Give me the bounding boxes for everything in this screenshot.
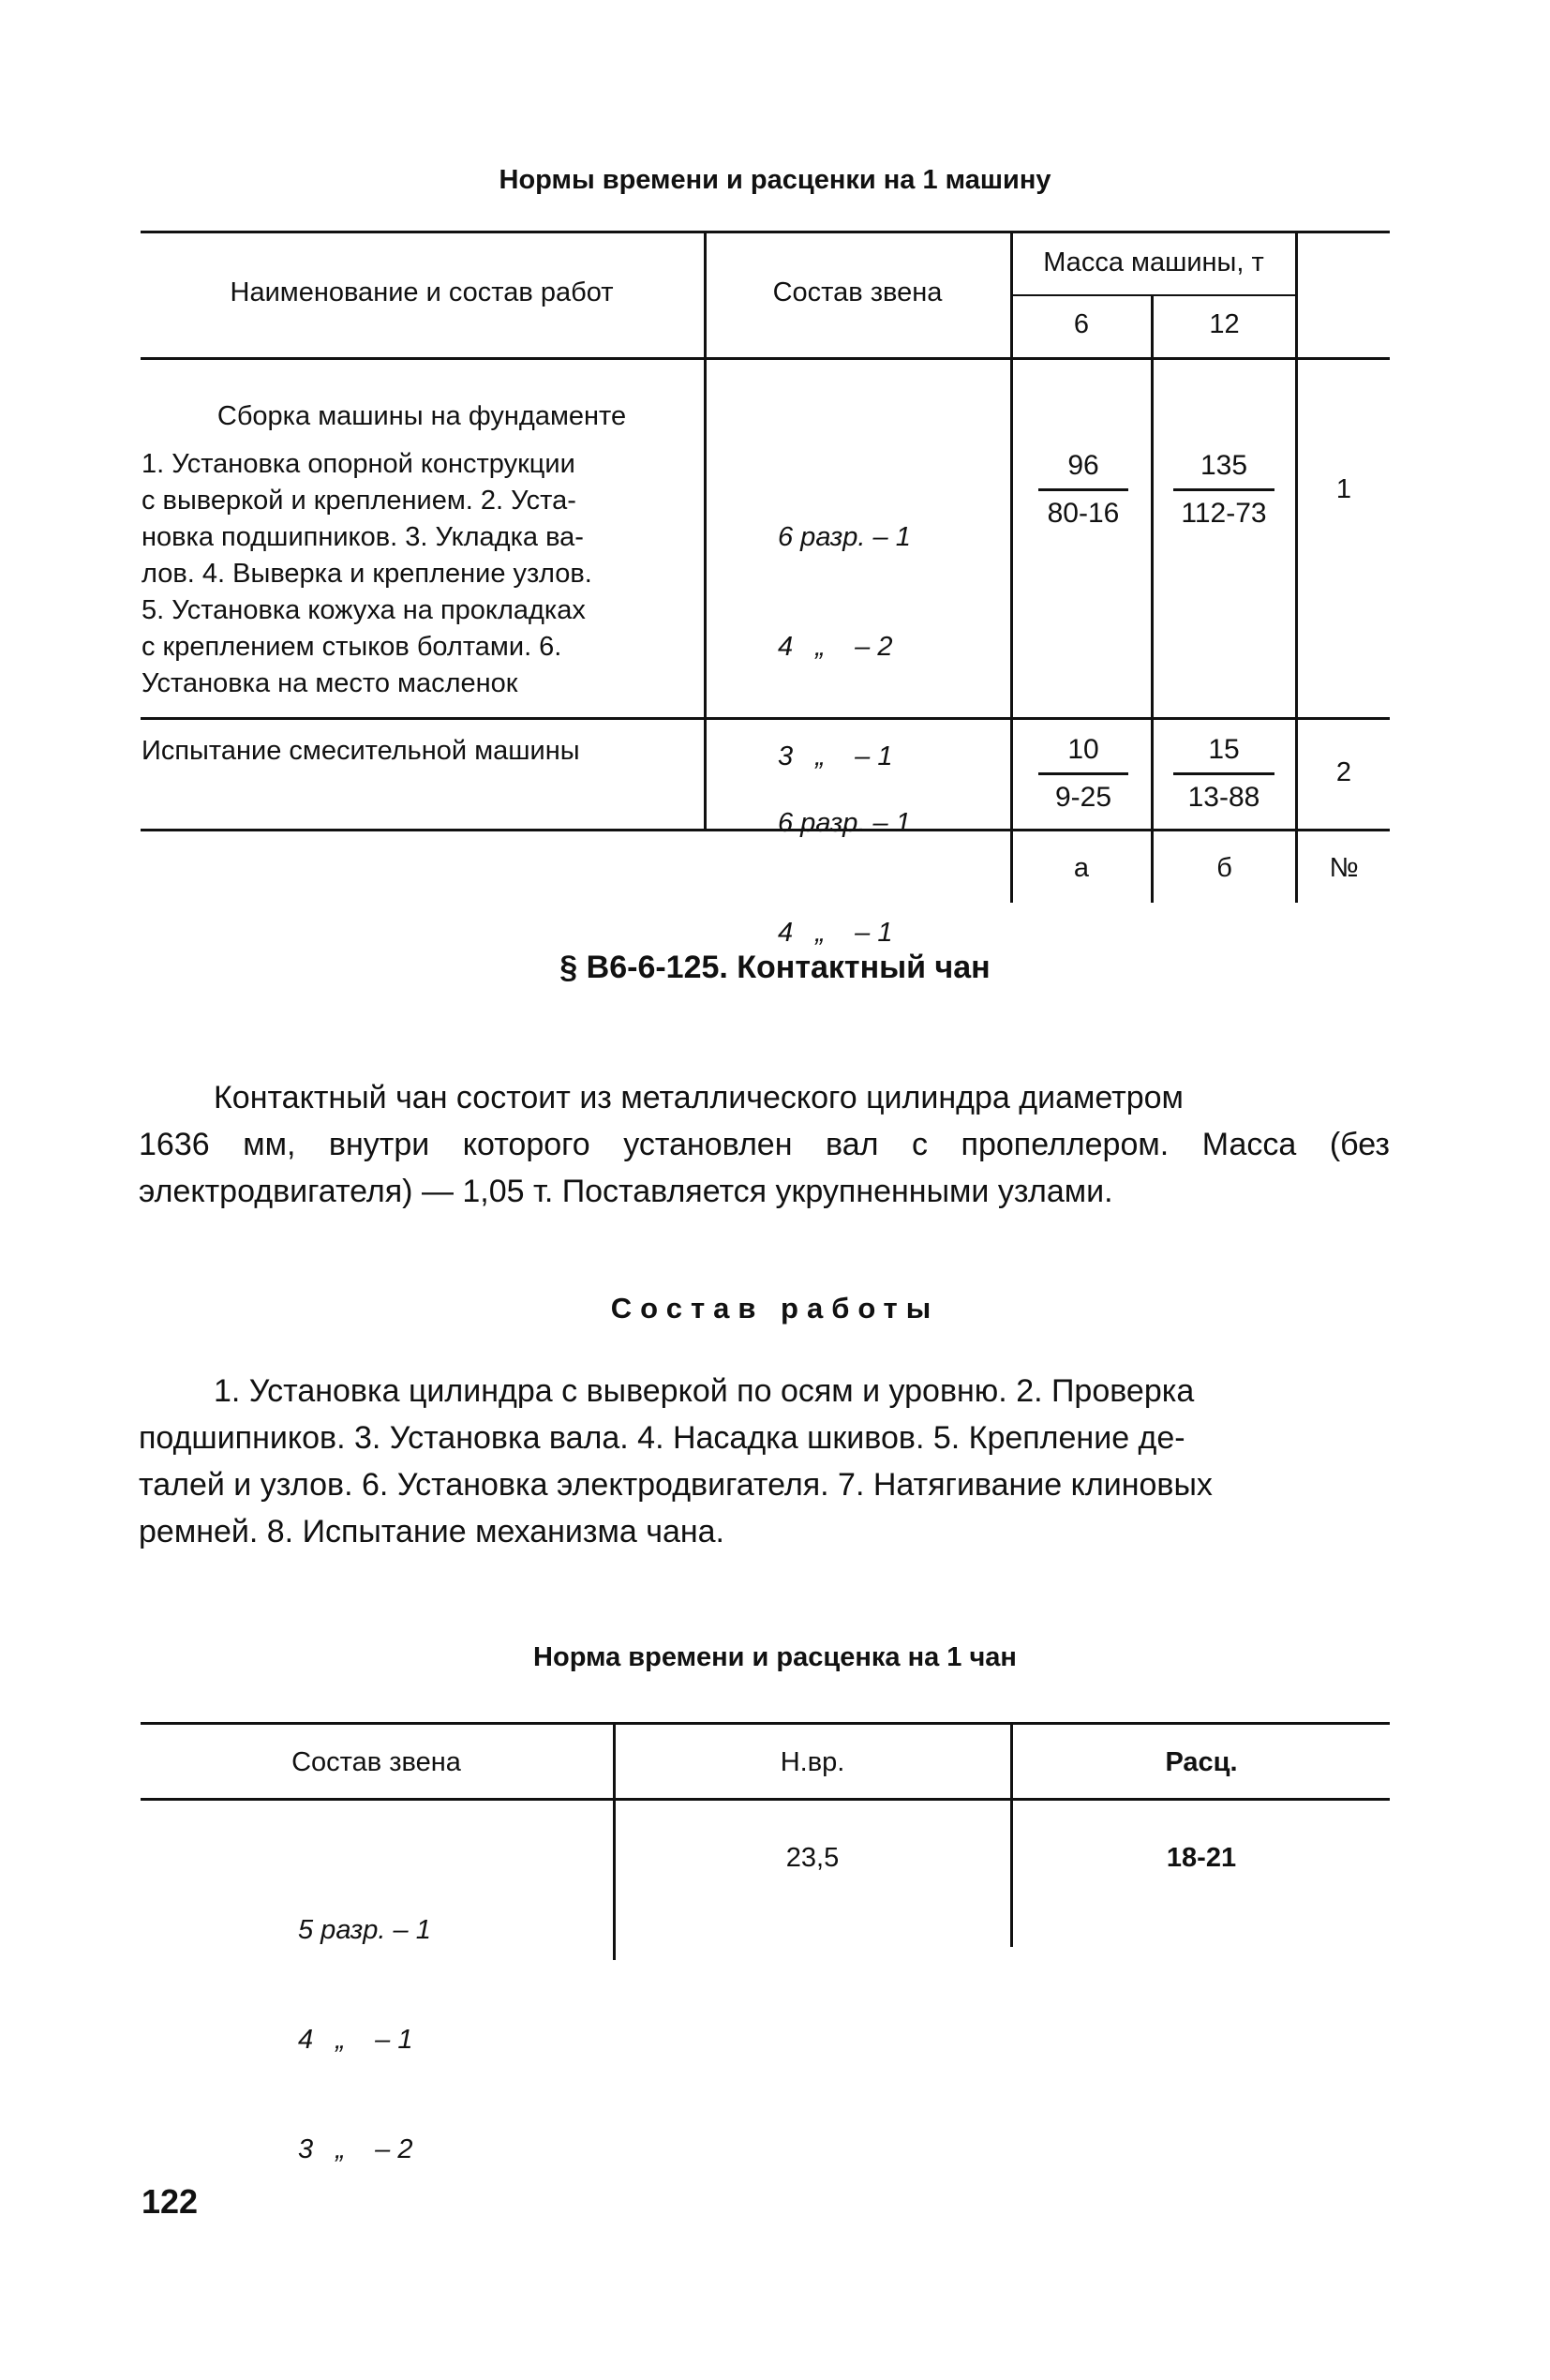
column-label-a: а bbox=[1073, 853, 1090, 883]
crew-line: 4 „ – 2 bbox=[778, 632, 893, 662]
crew-line: 6 разр. – 1 bbox=[778, 808, 911, 838]
paragraph-line: талей и узлов. 6. Установка электродвигателя. 7. Натягивание клиновых bbox=[139, 1467, 1213, 1503]
table1-header-name: Наименование и состав работ bbox=[230, 277, 614, 307]
paragraph-line: подшипников. 3. Установка вала. 4. Насадка шкивов. 5. Крепление де- bbox=[139, 1420, 1185, 1456]
work-heading: Состав работы bbox=[610, 1292, 940, 1325]
norm-value: 15 bbox=[1208, 734, 1240, 765]
row1-line: Установка на место масленок bbox=[142, 668, 518, 698]
norm-value: 10 bbox=[1067, 734, 1099, 765]
table2-title: Норма времени и расценка на 1 чан bbox=[533, 1642, 1017, 1672]
table2-rate-value: 18-21 bbox=[1166, 1843, 1237, 1873]
paragraph-line: ремней. 8. Испытание механизма чана. bbox=[139, 1514, 724, 1549]
paragraph-line: 1. Установка цилиндра с выверкой по осям и уровню. 2. Проверка bbox=[214, 1373, 1195, 1409]
table1-col-divider-4 bbox=[1295, 232, 1298, 903]
row2-mass12-fraction bbox=[1173, 731, 1274, 816]
table1-header-rule bbox=[141, 357, 1390, 360]
rate-value: 13-88 bbox=[1187, 782, 1260, 813]
column-label-number: № bbox=[1329, 853, 1359, 883]
crew-line: 4 „ – 1 bbox=[778, 918, 893, 948]
table1-header-mass-6: 6 bbox=[1073, 309, 1090, 339]
fraction-bar bbox=[1038, 488, 1128, 491]
table2-top-rule bbox=[141, 1722, 1390, 1725]
table1-header-mass: Масса машины, т bbox=[1043, 247, 1264, 277]
row1-title: Сборка машины на фундаменте bbox=[216, 401, 627, 431]
crew-line: 6 разр. – 1 bbox=[778, 522, 911, 552]
paragraph-line: Контактный чан состоит из металлического цилиндра диаметром bbox=[214, 1080, 1184, 1115]
paragraph-line: электродвигателя) — 1,05 т. Поставляется укрупненными узлами. bbox=[139, 1174, 1113, 1209]
table2-header-rate: Расц. bbox=[1165, 1747, 1238, 1777]
table1-top-rule bbox=[141, 231, 1390, 233]
table2-header-crew: Состав звена bbox=[291, 1747, 461, 1777]
section-heading: § В6-6-125. Контактный чан bbox=[559, 950, 991, 985]
table2-header-norm: Н.вр. bbox=[780, 1747, 845, 1777]
table1-mass-rule bbox=[1012, 294, 1298, 296]
row1-mass6-fraction bbox=[1038, 447, 1128, 532]
row1-line: новка подшипников. 3. Укладка ва- bbox=[142, 522, 584, 552]
table1-header-crew: Состав звена bbox=[772, 277, 943, 307]
row1-mass12-fraction bbox=[1173, 447, 1274, 532]
row1-line: лов. 4. Выверка и крепление узлов. bbox=[142, 559, 592, 589]
rate-value: 112-73 bbox=[1181, 498, 1267, 529]
row1-line: 1. Установка опорной конструкции bbox=[142, 449, 575, 479]
row1-number: 1 bbox=[1335, 474, 1352, 504]
table1-bottom-rule bbox=[141, 829, 1390, 831]
rate-value: 9-25 bbox=[1054, 782, 1112, 813]
crew-line: 3 „ – 2 bbox=[298, 2134, 413, 2164]
table1-header-mass-12: 12 bbox=[1209, 309, 1240, 339]
fraction-bar bbox=[1173, 488, 1274, 491]
work-text bbox=[139, 1368, 1390, 1555]
crew-line: 4 „ – 1 bbox=[298, 2025, 413, 2055]
table1-col-divider-3 bbox=[1151, 296, 1154, 903]
fraction-bar bbox=[1173, 772, 1274, 775]
section-description bbox=[139, 1074, 1390, 1215]
row2-mass6-fraction bbox=[1038, 731, 1128, 816]
page-number: 122 bbox=[142, 2182, 199, 2221]
row1-description bbox=[142, 446, 704, 702]
table2-crew bbox=[298, 1839, 579, 2205]
row2-number: 2 bbox=[1335, 757, 1352, 787]
rate-value: 80-16 bbox=[1047, 498, 1120, 529]
table1-col-divider-1 bbox=[704, 232, 707, 830]
table2-norm-value: 23,5 bbox=[785, 1843, 840, 1873]
fraction-bar bbox=[1038, 772, 1128, 775]
row1-line: 5. Установка кожуха на прокладках bbox=[142, 595, 586, 625]
column-label-b: б bbox=[1216, 853, 1232, 883]
norm-value: 135 bbox=[1200, 450, 1248, 481]
row2-title: Испытание смесительной машины bbox=[142, 736, 580, 766]
table2-header-rule bbox=[141, 1798, 1390, 1801]
row1-line: с креплением стыков болтами. 6. bbox=[142, 632, 562, 662]
table1-title: Нормы времени и расценки на 1 машину bbox=[499, 165, 1051, 195]
paragraph-line: 1636 мм, внутри которого установлен вал с пропеллером. Масса (без bbox=[139, 1127, 1390, 1162]
crew-line: 3 „ – 1 bbox=[778, 741, 893, 771]
table1-row-divider bbox=[141, 717, 1390, 720]
row1-line: с выверкой и креплением. 2. Уста- bbox=[142, 486, 576, 516]
norm-value: 96 bbox=[1067, 450, 1099, 481]
crew-line: 5 разр. – 1 bbox=[298, 1915, 431, 1945]
